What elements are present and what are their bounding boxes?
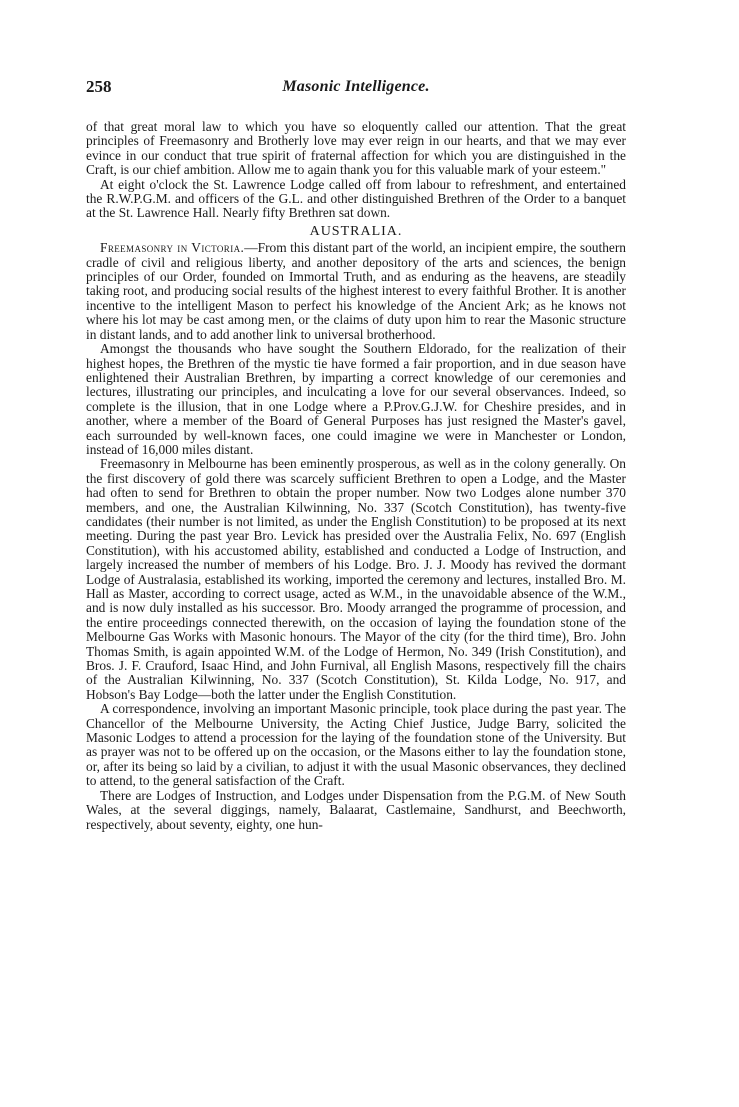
paragraph-eldorado: Amongst the thousands who have sought the Southern Eldorado, for the realization of their highest hopes, the Brethren of the mystic tie have formed a fair proportion, and in due season have enlightened their Australian Brethren, by imparting a correct knowledge of our ceremonies and lectures, illustrating our principles, and inculcating a love for our several observances. Indeed, so complete is the illusion, that in one Lodge where a P.Prov.G.J.W. for Cheshire presides, and in another, where a member of the Board of General Purposes has just resigned the Master's gavel, each surrounded by well-known faces, one could imagine we were in Manchester or London, instead of 16,000 miles distant.: [86, 341, 626, 457]
book-page: [86, 77, 626, 832]
paragraph-correspondence: A correspondence, involving an important Masonic principle, took place during the past year. The Chancellor of the Melbourne University, the Acting Chief Justice, Judge Barry, solicited the Masonic Lodges to attend a procession for the laying of the foundation stone of the University. But as prayer was not to be offered up on the occasion, or the Masons either to lay the foundation stone, or, after its being so laid by a civilian, to adjust it with the usual Masonic observances, they declined to attend, to the general satisfaction of the Craft.: [86, 701, 626, 789]
paragraph-lodges-instruction: There are Lodges of Instruction, and Lodges under Dispensation from the P.G.M. of New South Wales, at the several diggings, namely, Balaarat, Castlemaine, Sandhurst, and Beechworth, respectively, about seventy, eighty, one hun-: [86, 787, 626, 832]
paragraph-st-lawrence: At eight o'clock the St. Lawrence Lodge called off from labour to refreshment, and entertained the R.W.P.G.M. and officers of the G.L. and other distinguished Brethren of the Order to a banquet at the St. Lawrence Hall. Nearly fifty Brethren sat down.: [86, 176, 626, 221]
page-header: [86, 77, 626, 104]
paragraph-victoria: [86, 241, 626, 342]
page-number: 258: [86, 77, 112, 96]
lead-in: Freemasonry in Victoria.: [100, 240, 245, 256]
running-title: Masonic Intelligence.: [282, 78, 430, 95]
section-title: AUSTRALIA.: [309, 223, 403, 239]
paragraph-melbourne: Freemasonry in Melbourne has been eminently prosperous, as well as in the colony generally. On the first discovery of gold there was scarcely sufficient Brethren to open a Lodge, and the Master had often to send for Brethren to obtain the proper number. Now two Lodges alone number 370 members, and one, the Australian Kilwinning, No. 337 (Scotch Constitution), has twenty-five candidates (their number is not limited, as under the English Constitution) to be proposed at its next meeting. During the past year Bro. Levick has presided over the Australia Felix, No. 697 (English Constitution), with his accustomed ability, established and conducted a Lodge of Instruction, and largely increased the number of members of his Lodge. Bro. J. J. Moody has revived the dormant Lodge of Australasia, established its working, imported the ceremony and lectures, installed Bro. M. Hall as Master, according to correct usage, acted as W.M., in the unavoidable absence of the W.M., and is now duly installed as his successor. Bro. Moody arranged the programme of procession, and the entire proceedings connected therewith, on the occasion of laying the foundation stone of the Melbourne Gas Works with Masonic honours. The Mayor of the city (for the third time), Bro. John Thomas Smith, is again appointed W.M. of the Lodge of Hermon, No. 349 (Irish Constitution), and Bros. J. F. Crauford, Isaac Hind, and John Furnival, all English Masons, respectively fill the chairs of the Australian Kilwinning, No. 337 (Scotch Constitution), St. Kilda Lodge, No. 917, and Hobson's Bay Lodge—both the latter under the English Constitution.: [86, 456, 626, 702]
paragraph-victoria-text: —From this distant part of the world, an incipient empire, the southern cradle of civil and religious liberty, and another depository of the arts and sciences, the benign principles of our Order, founded on Immortal Truth, and as enduring as the heavens, are steadily taking root, and producing social results of the highest interest to every faithful Brother. It is another incentive to the intelligent Mason to perfect his knowledge of the Ancient Ark; as he knows not where his lot may be cast among men, or the claims of duty upon him to rear the Masonic structure in distant lands, and to add another link to universal brotherhood.: [86, 240, 626, 342]
paragraph-continued: of that great moral law to which you have so eloquently called our attention. That the great principles of Freemasonry and Brotherly love may ever reign in our hearts, and that we may ever evince in our conduct that true spirit of fraternal affection for which you are distinguished in the Craft, is our chief ambition. Allow me to again thank you for this valuable mark of your esteem.": [86, 119, 626, 178]
